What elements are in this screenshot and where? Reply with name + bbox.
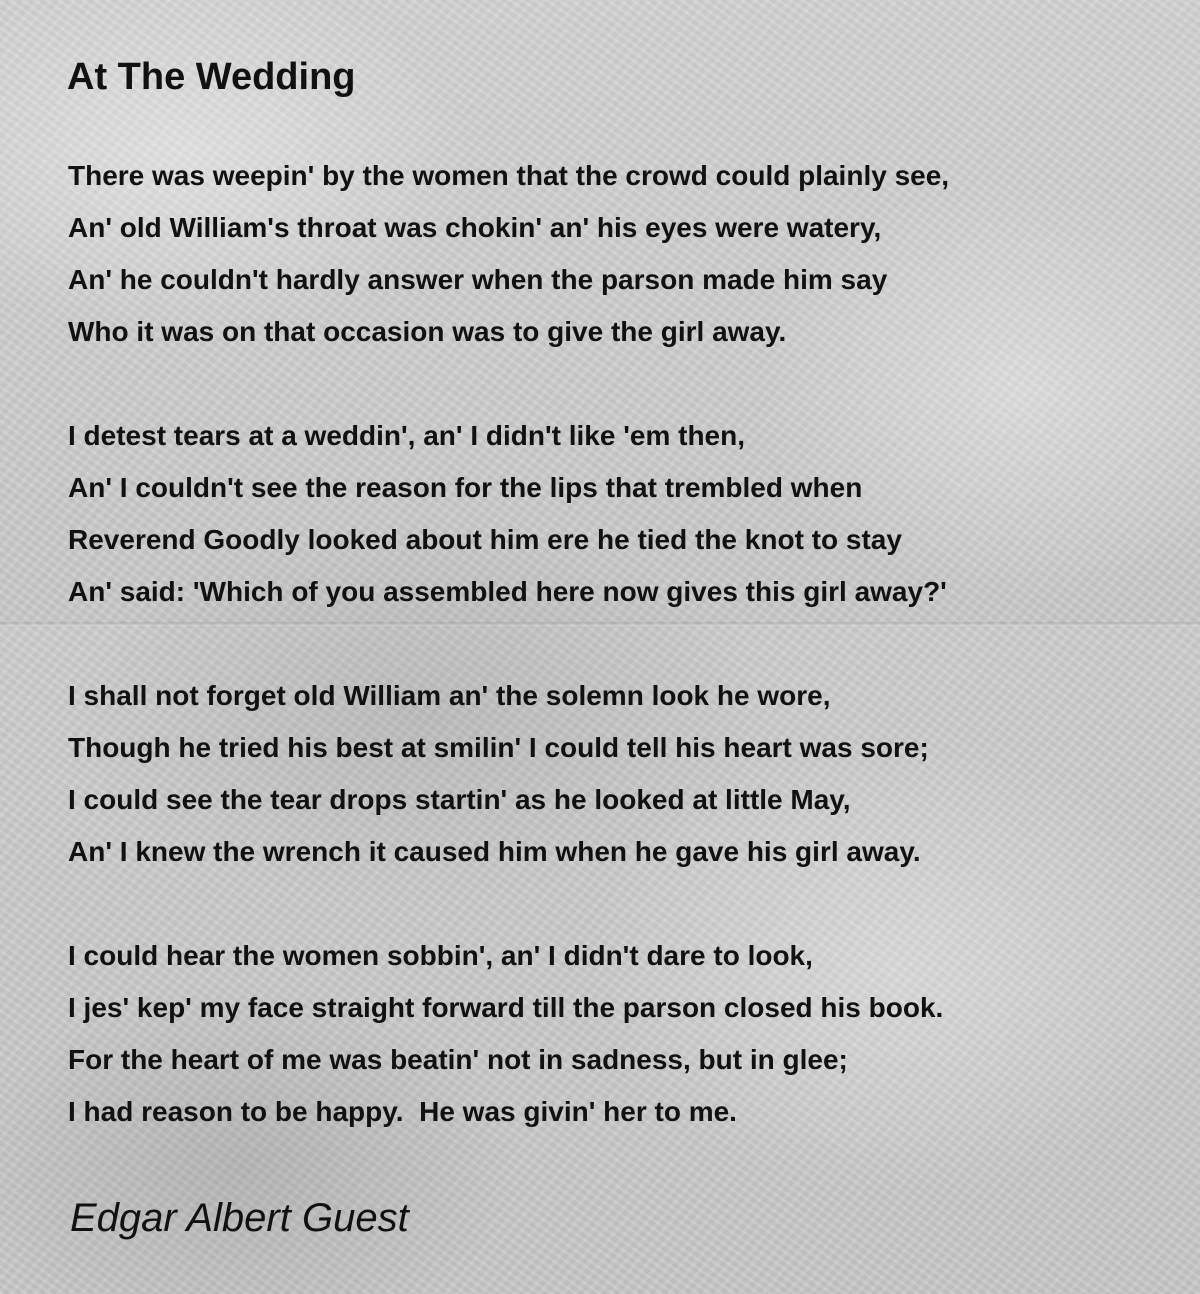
poem-line: Reverend Goodly looked about him ere he tied the knot to stay bbox=[68, 524, 902, 555]
poem-line: An' old William's throat was chokin' an' his eyes were watery, bbox=[68, 212, 882, 243]
poem-line: I could see the tear drops startin' as he looked at little May, bbox=[68, 784, 851, 815]
poem-line: I jes' kep' my face straight forward till the parson closed his book. bbox=[68, 992, 944, 1023]
poem-line: Though he tried his best at smilin' I could tell his heart was sore; bbox=[68, 732, 929, 763]
poem-line: An' I couldn't see the reason for the lips that trembled when bbox=[68, 472, 863, 503]
poem-line: I detest tears at a weddin', an' I didn't like 'em then, bbox=[68, 420, 746, 451]
poem-line: Who it was on that occasion was to give the girl away. bbox=[68, 316, 787, 347]
poem-line: An' he couldn't hardly answer when the parson made him say bbox=[68, 264, 888, 295]
poem-body bbox=[68, 150, 1178, 1190]
stanza-3 bbox=[68, 670, 1178, 878]
poem-title: At The Wedding bbox=[67, 56, 356, 98]
stanza-2 bbox=[68, 410, 1178, 618]
poem-line: For the heart of me was beatin' not in sadness, but in glee; bbox=[68, 1044, 848, 1075]
poem-line: I could hear the women sobbin', an' I didn't dare to look, bbox=[68, 940, 813, 971]
poem-line: I had reason to be happy. He was givin' her to me. bbox=[68, 1096, 737, 1127]
stanza-4 bbox=[68, 930, 1178, 1138]
poem-line: An' said: 'Which of you assembled here now gives this girl away?' bbox=[68, 576, 947, 607]
poem-line: An' I knew the wrench it caused him when he gave his girl away. bbox=[68, 836, 921, 867]
poem-line: I shall not forget old William an' the solemn look he wore, bbox=[68, 680, 831, 711]
poem-author: Edgar Albert Guest bbox=[70, 1196, 409, 1240]
poem-line: There was weepin' by the women that the crowd could plainly see, bbox=[68, 160, 950, 191]
stanza-1 bbox=[68, 150, 1178, 358]
